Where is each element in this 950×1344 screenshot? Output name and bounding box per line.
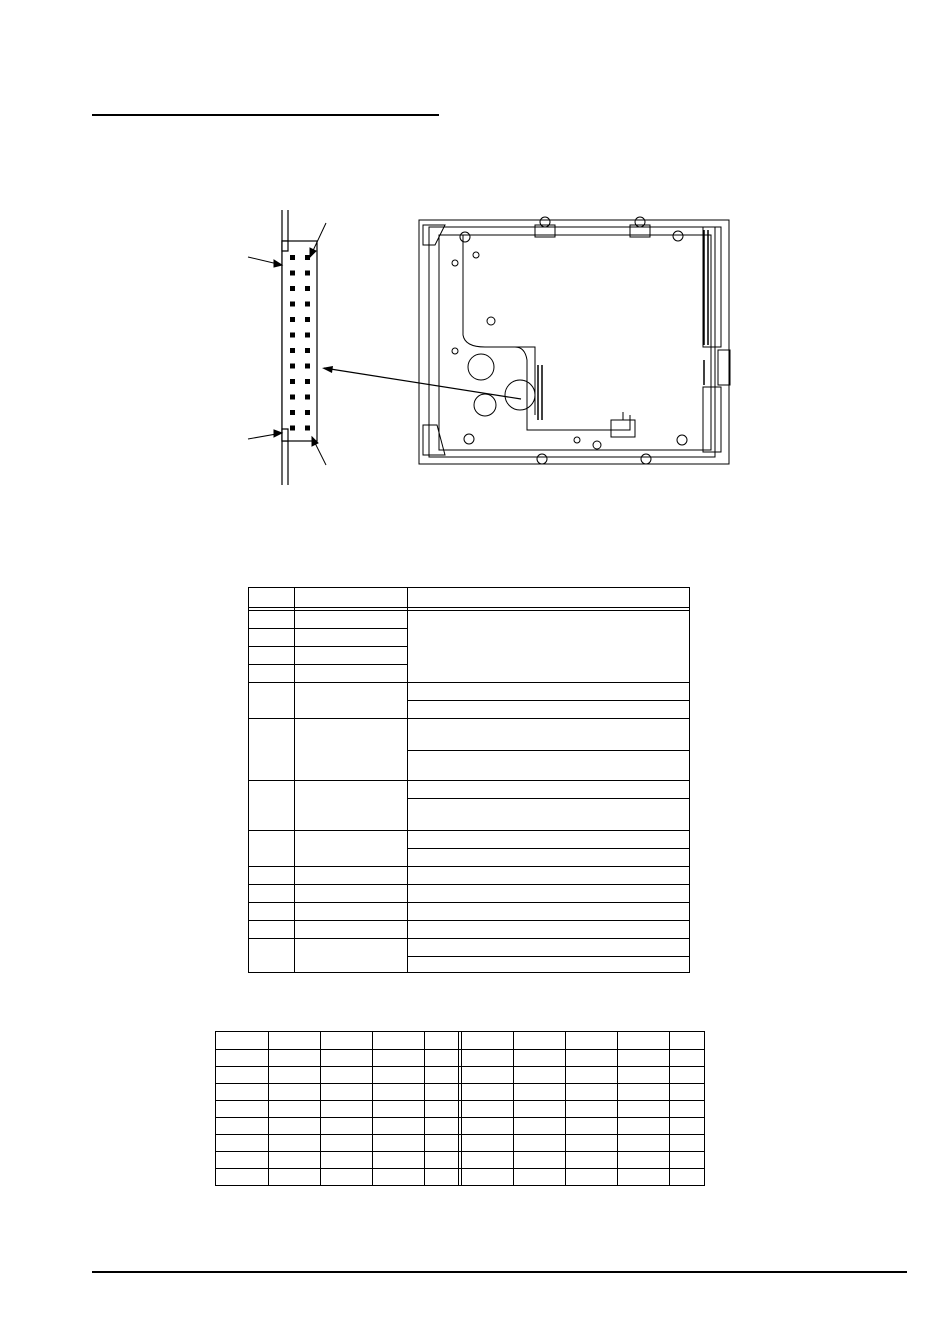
table-column-divider: [565, 1032, 566, 1185]
heading-underline: [92, 114, 439, 116]
table-column-divider: [424, 1032, 425, 1185]
table-row-divider: [249, 920, 407, 921]
connector-pin: [290, 410, 295, 415]
table-row-divider: [216, 1100, 704, 1101]
table-column-divider: [461, 1032, 462, 1185]
table-row-divider: [407, 938, 689, 939]
connector-pin: [305, 364, 310, 369]
table-row-divider: [407, 830, 689, 831]
table-row-divider: [407, 750, 689, 751]
table-column-divider: [458, 1032, 459, 1185]
table-row-divider: [249, 718, 407, 719]
table-row-divider: [407, 798, 689, 799]
connector-pin: [305, 410, 310, 415]
connector-pin: [290, 302, 295, 307]
table-row-divider: [216, 1151, 704, 1152]
connector-pin: [305, 395, 310, 400]
table-row-divider: [407, 920, 689, 921]
connector-pin: [305, 302, 310, 307]
table-column-divider: [617, 1032, 618, 1185]
table-row-divider: [249, 938, 407, 939]
connector-pin: [305, 426, 310, 431]
connector-pin: [290, 286, 295, 291]
connector-pin: [290, 333, 295, 338]
table-row-divider: [407, 780, 689, 781]
pin-setting-table: [248, 587, 690, 973]
table-row-divider: [249, 830, 407, 831]
footer-rule: [92, 1271, 907, 1273]
connector-pin: [305, 348, 310, 353]
table-row-divider: [216, 1117, 704, 1118]
table-row-divider: [407, 956, 689, 957]
connector-pin: [290, 379, 295, 384]
drive-bottom-view-diagram: [415, 215, 735, 470]
table-column-divider: [320, 1032, 321, 1185]
connector-pin-diagram: [230, 205, 340, 490]
connector-pin: [290, 255, 295, 260]
connector-pin: [290, 348, 295, 353]
connector-pin: [305, 255, 310, 260]
table-row-divider: [407, 682, 689, 683]
table-row-divider: [249, 902, 407, 903]
table-row-divider: [407, 866, 689, 867]
table-row-divider: [407, 902, 689, 903]
connector-pin: [290, 317, 295, 322]
table-row-divider: [216, 1134, 704, 1135]
table-row-divider: [249, 884, 407, 885]
table-row-divider: [249, 866, 407, 867]
table-row-divider: [249, 682, 407, 683]
connector-pin: [305, 286, 310, 291]
connector-pin: [305, 317, 310, 322]
table-row-divider: [249, 780, 407, 781]
table-row-divider: [249, 664, 407, 665]
connector-pin: [290, 426, 295, 431]
table-column-divider: [268, 1032, 269, 1185]
page-footer: [92, 1278, 907, 1294]
table-column-divider: [513, 1032, 514, 1185]
table-row-divider: [216, 1083, 704, 1084]
table-column-divider: [669, 1032, 670, 1185]
connector-pin: [290, 395, 295, 400]
page-heading: [92, 95, 438, 113]
connector-pin: [290, 364, 295, 369]
table-row-divider: [216, 1066, 704, 1067]
connector-pin: [305, 271, 310, 276]
table-row-divider: [407, 718, 689, 719]
table-row-divider: [249, 628, 407, 629]
table-row-divider: [249, 646, 407, 647]
connector-pin: [305, 333, 310, 338]
table-row-divider: [407, 700, 689, 701]
table-row-divider: [407, 848, 689, 849]
table-row-divider: [216, 1168, 704, 1169]
mode-table: [215, 1031, 705, 1186]
connector-pin: [290, 271, 295, 276]
table-row-divider: [407, 884, 689, 885]
table-row-divider: [216, 1049, 704, 1050]
connector-pin: [305, 379, 310, 384]
table-column-divider: [372, 1032, 373, 1185]
